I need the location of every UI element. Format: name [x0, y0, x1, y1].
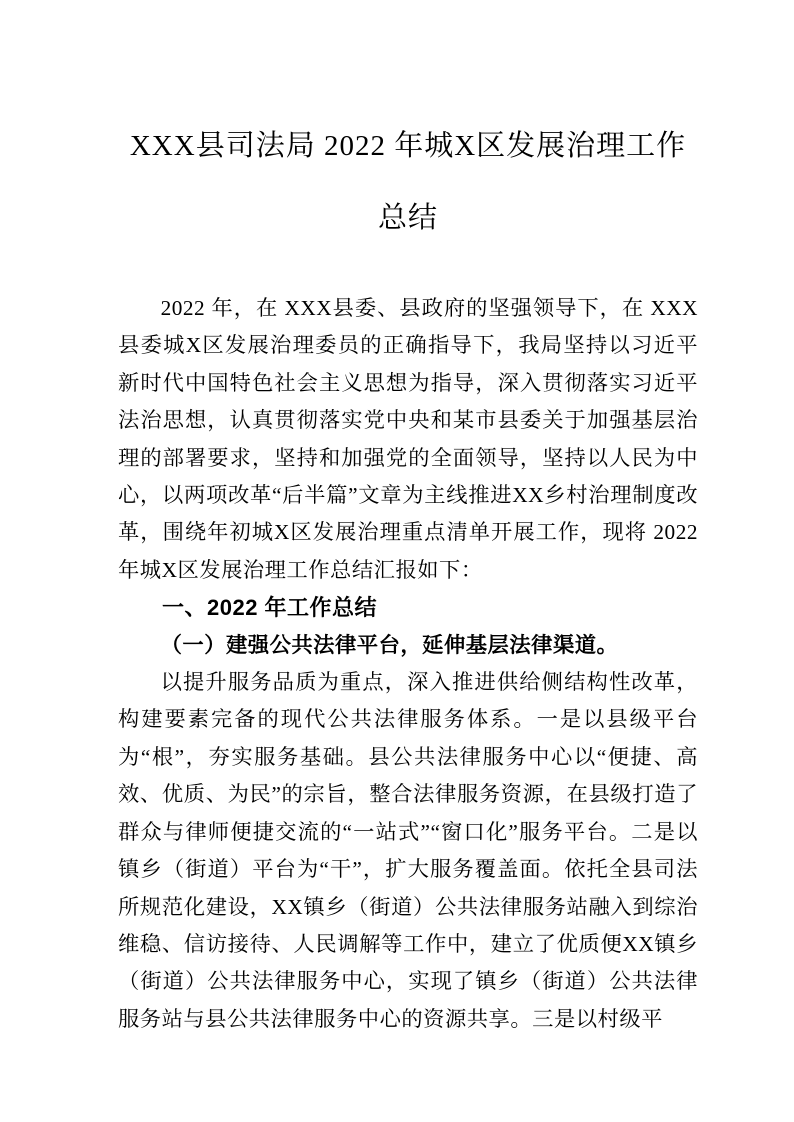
section-heading-work-summary: 一、2022 年工作总结	[162, 595, 378, 621]
intro-paragraph: 2022 年，在 XXX县委、县政府的坚强领导下，在 XXX县委城X区发展治理委员的正确指导下，我局坚持以习近平新时代中国特色社会主义思想为指导，深入贯彻落实习近平法治思想，认真贯彻落实党中央和某市县委关于加强基层治理的部署要求，坚持和加强党的全面领导，坚持以人民为中心，以两项改革“后半篇”文章为主线推进XX乡村治理制度改革，围绕年初城X区发展治理重点清单开展工作，现将 2022 年城X区发展治理工作总结汇报如下：	[118, 296, 698, 582]
subsection-heading-legal-platform: （一）建强公共法律平台，延伸基层法律渠道。	[160, 632, 619, 657]
document-title: XXX县司法局 2022 年城X区发展治理工作总结	[129, 130, 687, 234]
body-paragraph-legal-services: 以提升服务品质为重点，深入推进供给侧结构性改革，构建要素完备的现代公共法律服务体系。一是以县级平台为“根”，夯实服务基础。县公共法律服务中心以“便捷、高效、优质、为民”的宗旨，整合法律服务资源，在县级打造了群众与律师便捷交流的“一站式”“窗口化”服务平台。二是以镇乡（街道）平台为“干”，扩大服务覆盖面。依托全县司法所规范化建设，XX镇乡（街道）公共法律服务站融入到综治维稳、信访接待、人民调解等工作中，建立了优质便XX镇乡（街道）公共法律服务中心，实现了镇乡（街道）公共法律服务站与县公共法律服务中心的资源共享。三是以村级平	[118, 670, 698, 1031]
